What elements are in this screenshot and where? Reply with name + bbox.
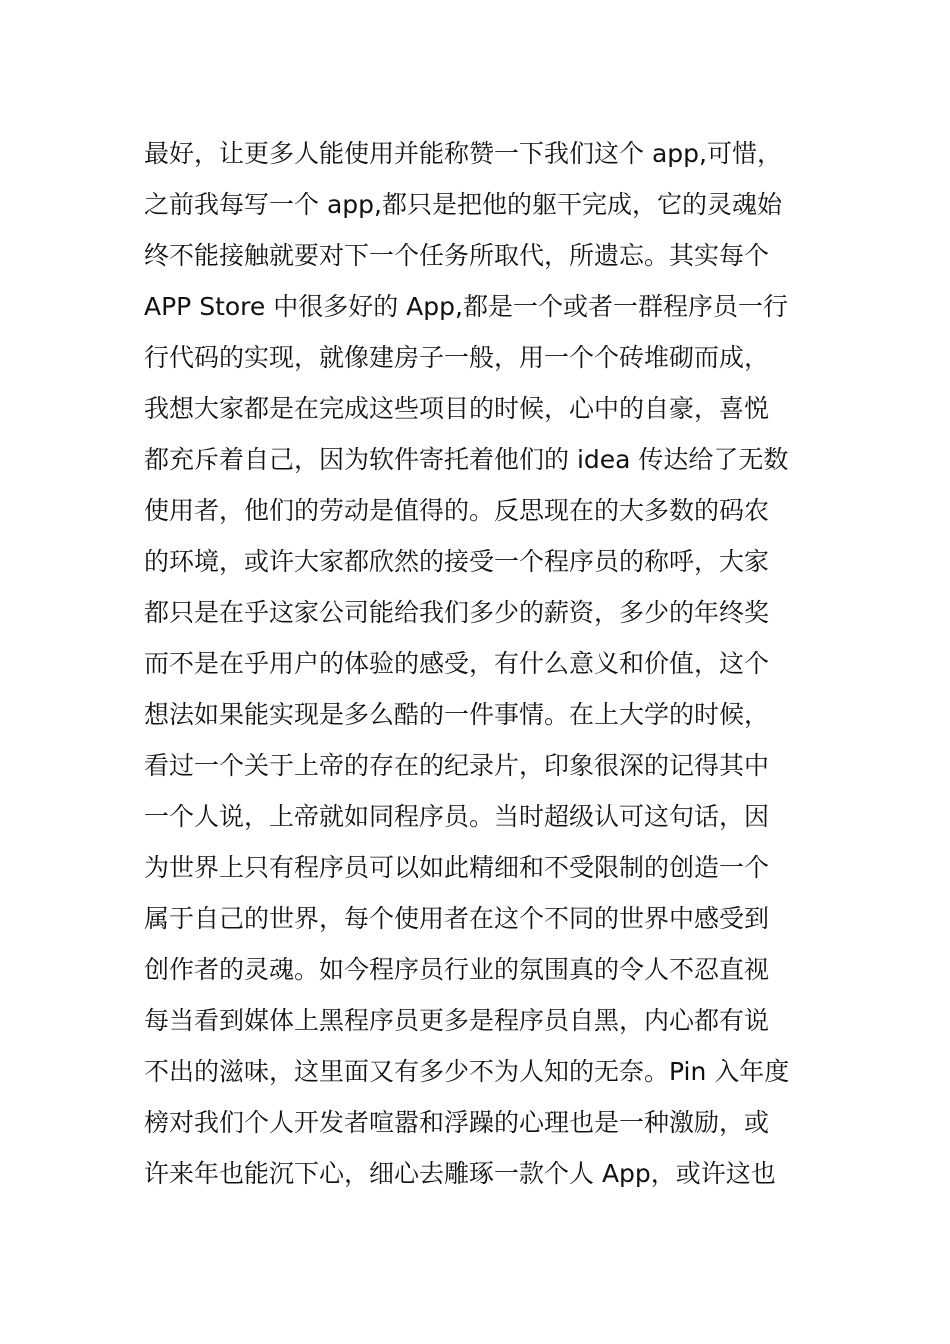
text-line: 榜对我们个人开发者喧嚣和浮躁的心理也是一种激励，或 [144,1108,770,1137]
text-line: 想法如果能实现是多么酷的一件事情。在上大学的时候， [144,700,770,729]
text-line: 最好，让更多人能使用并能称赞一下我们这个 app,可惜， [144,139,782,168]
text-line: 而不是在乎用户的体验的感受，有什么意义和价值，这个 [144,649,770,678]
text-line: 都只是在乎这家公司能给我们多少的薪资，多少的年终奖 [144,598,770,627]
text-line: 都充斥着自己，因为软件寄托着他们的 idea 传达给了无数 [144,445,789,474]
text-line: 看过一个关于上帝的存在的纪录片，印象很深的记得其中 [144,751,770,780]
text-line: 创作者的灵魂。如今程序员行业的氛围真的令人不忍直视 [144,955,770,984]
text-line: 不出的滋味，这里面又有多少不为人知的无奈。Pin 入年度 [144,1057,790,1086]
text-line: 终不能接触就要对下一个任务所取代，所遗忘。其实每个 [144,241,770,270]
text-line: 使用者，他们的劳动是值得的。反思现在的大多数的码农 [144,496,770,525]
text-line: 每当看到媒体上黑程序员更多是程序员自黑，内心都有说 [144,1006,770,1035]
text-line: APP Store 中很多好的 App,都是一个或者一群程序员一行 [144,292,788,321]
text-line: 为世界上只有程序员可以如此精细和不受限制的创造一个 [144,853,770,882]
text-line: 的环境，或许大家都欣然的接受一个程序员的称呼，大家 [144,547,770,576]
text-line: 一个人说，上帝就如同程序员。当时超级认可这句话，因 [144,802,770,831]
text-line: 行代码的实现，就像建房子一般，用一个个砖堆砌而成， [144,343,770,372]
text-line: 属于自己的世界，每个使用者在这个不同的世界中感受到 [144,904,770,933]
text-line: 许来年也能沉下心，细心去雕琢一款个人 App，或许这也 [144,1159,776,1188]
body-text [144,128,814,1199]
text-line: 之前我每写一个 app,都只是把他的躯干完成，它的灵魂始 [144,190,782,219]
text-line: 我想大家都是在完成这些项目的时候，心中的自豪，喜悦 [144,394,770,423]
